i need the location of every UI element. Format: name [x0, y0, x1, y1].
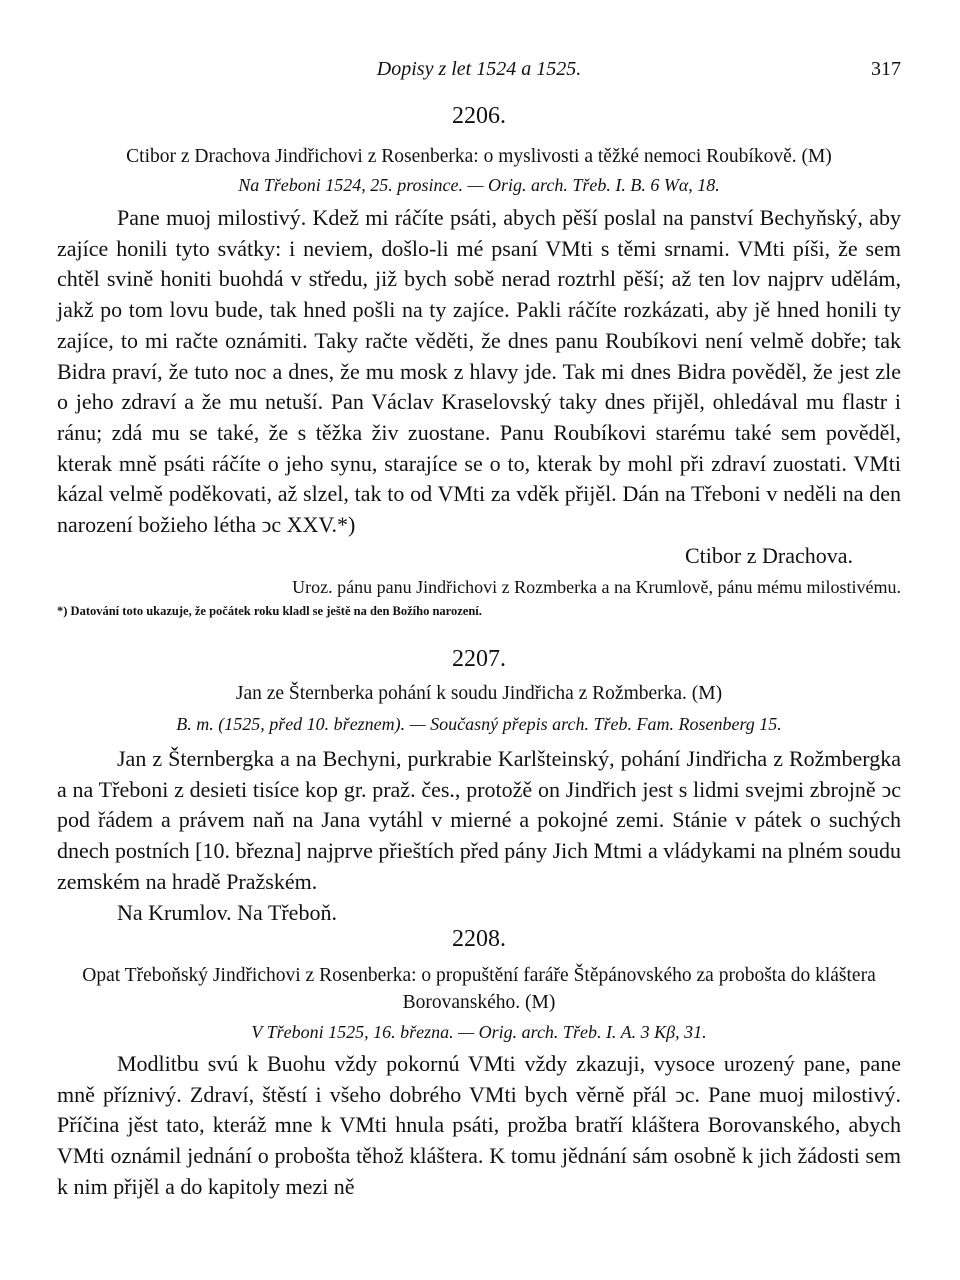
letter-number-2207: 2207. — [452, 646, 506, 672]
paragraph: Pane muoj milostivý. Kdež mi ráčíte psáti, abych pěší poslal na panství Bechyňský, aby zajíce honili tyto svátky: i neviem, došlo-li mé psaní VMti s těmi srnami. VMti píši, že sem chtěl svině honiti buohdá v středu, již bych sobě nerad roztrhl pěší; až ten lov najprv udělám, jakž po tom lovu bude, tak hned pošli na ty zajíce. Pakli ráčíte rozkázati, aby jě hned honili ty zajíce, to mi račte oznámiti. Taky račte věděti, že dnes panu Roubíkovi není velmě dobře; tak Bidra praví, že tuto noc a dnes, že mu mosk z hlavy jde. Tak mi dnes Bidra pověděl, že jest zle o jeho zdraví a že mu netuší. Pan Václav Kraselovský taky dnes přijěl, ohledával mu flastr i ránu; zdá mu se také, že s těžka živ zuostane. Panu Roubíkovi starému také sem pověděl, kterak mně psáti ráčíte o jeho synu, starajíce se o to, kterak by mohl při zdraví zuostati. VMti kázal velmě poděkovati, až slzel, tak to od VMti za vděk přijěl. Dán na Třeboni v neděli na den narození božieho létha ↄc XXV.*) — [57, 205, 901, 538]
letter-source-2206: Na Třeboni 1524, 25. prosince. — Orig. arch. Třeb. I. B. 6 Wα, 18. — [238, 175, 720, 195]
letter-number-2206: 2206. — [452, 103, 506, 129]
letter-heading-2207: Jan ze Šternberka pohání k soudu Jindřicha z Rožmberka. (M) — [235, 683, 723, 704]
letter-address-2206: Uroz. pánu panu Jindřichovi z Rozmberka a na Krumlově, pánu mému milostivému. — [292, 577, 901, 597]
letter-source-2208: V Třeboni 1525, 16. března. — Orig. arch. Třeb. I. A. 3 Kβ, 31. — [251, 1022, 707, 1042]
footnote: *) Datování toto ukazuje, že počátek roku kladl se ještě na den Božího narození. — [57, 604, 482, 618]
signature: Ctibor z Drachova. — [685, 542, 853, 568]
letter-heading-2206: Ctibor z Drachova Jindřichovi z Rosenberka: o myslivosti a těžké nemoci Roubíkově. (M) — [126, 146, 832, 167]
letter-body-2208 — [57, 1049, 901, 1203]
paragraph: Jan z Šternbergka a na Bechyni, purkrabie Karlšteinský, pohání Jindřicha z Rožmbergka a na Třeboni z desieti tisíce kop gr. praž. čes., protožě on Jindřich jest s lidmi svejmi zbrojně ↄc pod řádem a právem naň na Jana vytáhl v mierné a pokojné zemi. Stánie v pátek o suchých dnech postních [10. března] najprve přieštích před pány Jich Mtmi a vládykami na plném soudu zemském na hradě Pražském. — [57, 746, 901, 894]
letter-heading-2208: Opat Třeboňský Jindřichovi z Rosenberka: o propuštění faráře Štěpánovského za probošta do kláštera Borovanského. (M) — [82, 965, 876, 1013]
paragraph: Na Krumlov. Na Třeboň. — [117, 899, 337, 925]
letter-source-2207: B. m. (1525, před 10. březnem). — Současný přepis arch. Třeb. Fam. Rosenberg 15. — [176, 714, 782, 734]
paragraph: Modlitbu svú k Buohu vždy pokornú VMti vždy zkazuji, vysoce urozený pane, pane mně příznivý. Zdraví, štěstí i všeho dobrého VMti bych věrně přál ↄc. Pane muoj milostivý. Příčina jěst tato, kteráž mne k VMti hnula psáti, prožba bratří kláštera Borovanského, abych VMti oznámil jednání o probošta těhož kláštera. K tomu jědnání sám osobně k jich žádosti sem k nim přijěl a do kapitoly mezi ně — [57, 1051, 901, 1199]
running-header — [57, 58, 901, 86]
letter-body-2206 — [57, 203, 901, 571]
page-number: 317 — [871, 58, 901, 80]
letter-number-2208: 2208. — [452, 926, 506, 952]
letter-body-2207 — [57, 744, 901, 928]
running-title: Dopisy z let 1524 a 1525. — [376, 58, 582, 80]
